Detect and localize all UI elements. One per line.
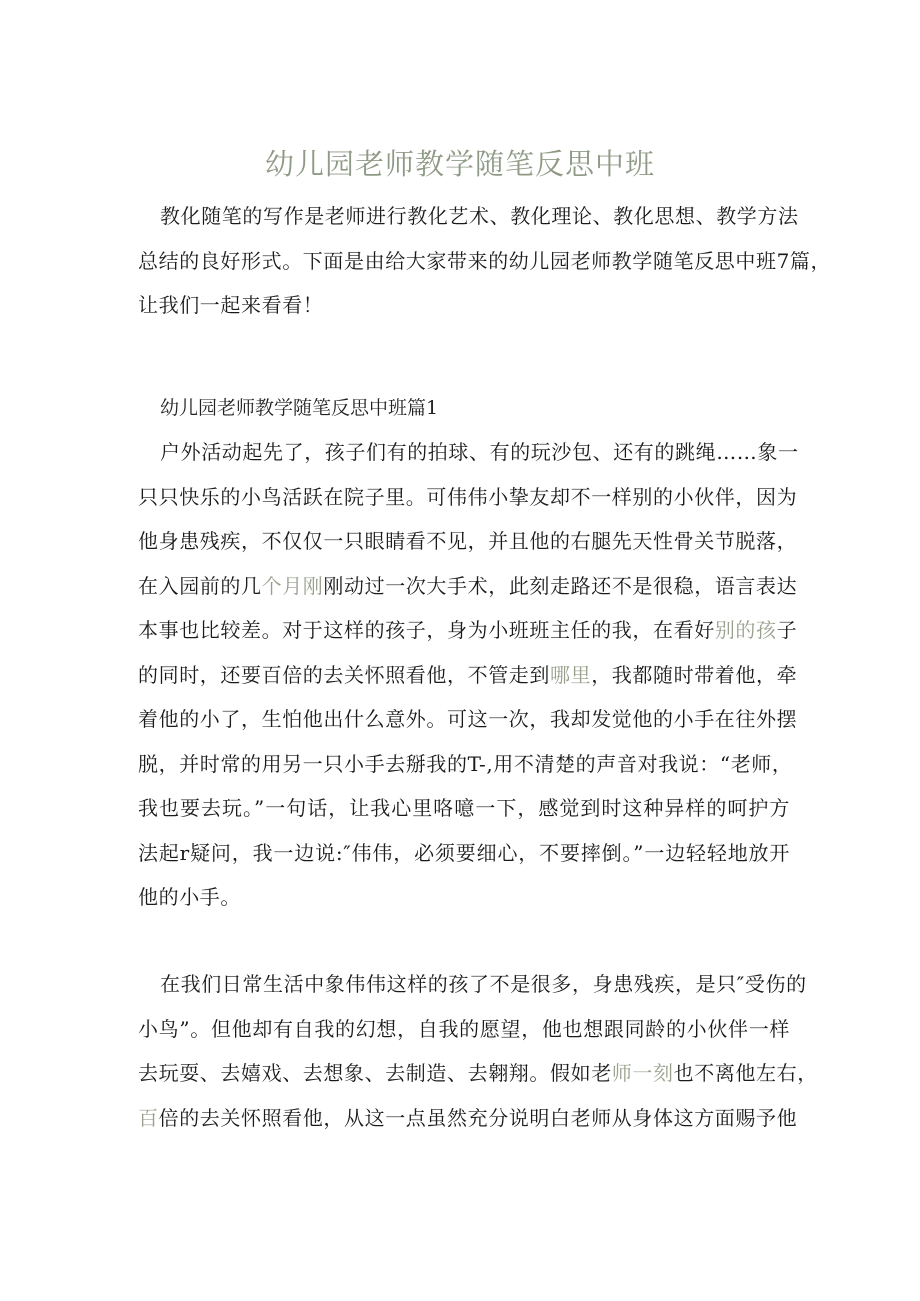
text-segment: 刚动过一次大手术，此刻走路还不是很稳，语言表达 bbox=[323, 573, 798, 598]
paragraph-line: 在我们日常生活中象伟伟这样的孩了不是很多，身患残疾，是只″受伤的 bbox=[160, 972, 807, 996]
intro-line: 让我们一起来看看！ bbox=[138, 293, 324, 317]
intro-paragraph bbox=[138, 194, 832, 328]
text-segment: 子 bbox=[776, 618, 798, 642]
paragraph-line bbox=[138, 1051, 818, 1096]
paragraph-line: 脱，并时常的用另一只小手去掰我的T-,用不清楚的声音对我说：“老师， bbox=[138, 751, 793, 776]
paragraph-line bbox=[138, 564, 798, 609]
paragraph-line: 只只快乐的小鸟活跃在院子里。可伟伟小挚友却不一样别的小伙伴，因为 bbox=[138, 484, 798, 509]
paragraph-line: 着他的小了，生怕他出什么意外。可这一次，我却发觉他的小手在往外摆 bbox=[138, 707, 798, 731]
text-segment: 的同时，还要百倍的去关怀照看他，不管走到 bbox=[138, 662, 550, 687]
paragraph-line bbox=[138, 608, 798, 653]
text-segment: 去玩耍、去嬉戏、去想象、去制造、去翱翔。假如老 bbox=[138, 1061, 612, 1085]
text-segment: 也不离他左右， bbox=[673, 1061, 818, 1085]
intro-line: 教化随笔的写作是老师进行教化艺术、教化理论、教化思想、教学方法 bbox=[160, 204, 799, 228]
faded-text-segment: 哪里 bbox=[550, 662, 592, 687]
paragraph-line: 小鸟”。但他却有自我的幻想，自我的愿望，他也想跟同龄的小伙伴一样 bbox=[138, 1016, 790, 1041]
text-segment: 在入园前的几 bbox=[138, 573, 262, 598]
paragraph-line: 法起r疑问，我一边说:″伟伟，必须要细心，不要摔倒。”一边轻轻地放开 bbox=[138, 840, 790, 865]
document-title: 幼儿园老师教学随笔反思中班 bbox=[264, 147, 655, 181]
text-segment: ，我都随时带着他，牵 bbox=[591, 662, 798, 687]
faded-text-segment: 师一刻 bbox=[611, 1061, 674, 1085]
paragraph-2 bbox=[138, 962, 818, 1140]
faded-text-segment: 百 bbox=[138, 1105, 159, 1130]
text-segment: 倍的去关怀照看他，从这一点虽然充分说明白老师从身体这方面赐予他 bbox=[158, 1105, 798, 1130]
paragraph-1 bbox=[138, 430, 799, 920]
paragraph-line: 他的小手。 bbox=[138, 885, 241, 909]
paragraph-line: 我也要去玩。”一句话，让我心里咯噫一下，感觉到时这种异样的呵护方 bbox=[138, 796, 790, 820]
paragraph-line: 他身患残疾，不仅仅一只眼睛看不见，并且他的右腿先天性骨关节脱落， bbox=[138, 529, 798, 553]
text-segment: 本事也比较差。对于这样的孩子，身为小班班主任的我，在看好 bbox=[138, 618, 715, 642]
paragraph-line: 户外活动起先了，孩子们有的拍球、有的玩沙包、还有的跳绳……象一 bbox=[160, 440, 799, 464]
intro-line: 总结的良好形式。下面是由给大家带来的幼儿园老师教学随笔反思中班7篇， bbox=[138, 248, 832, 273]
paragraph-line bbox=[138, 1096, 798, 1141]
faded-text-segment: 别的孩 bbox=[714, 618, 777, 642]
paragraph-line bbox=[138, 653, 798, 698]
faded-text-segment: 个月刚 bbox=[261, 573, 324, 598]
section-heading: 幼儿园老师教学随笔反思中班篇1 bbox=[160, 397, 439, 419]
